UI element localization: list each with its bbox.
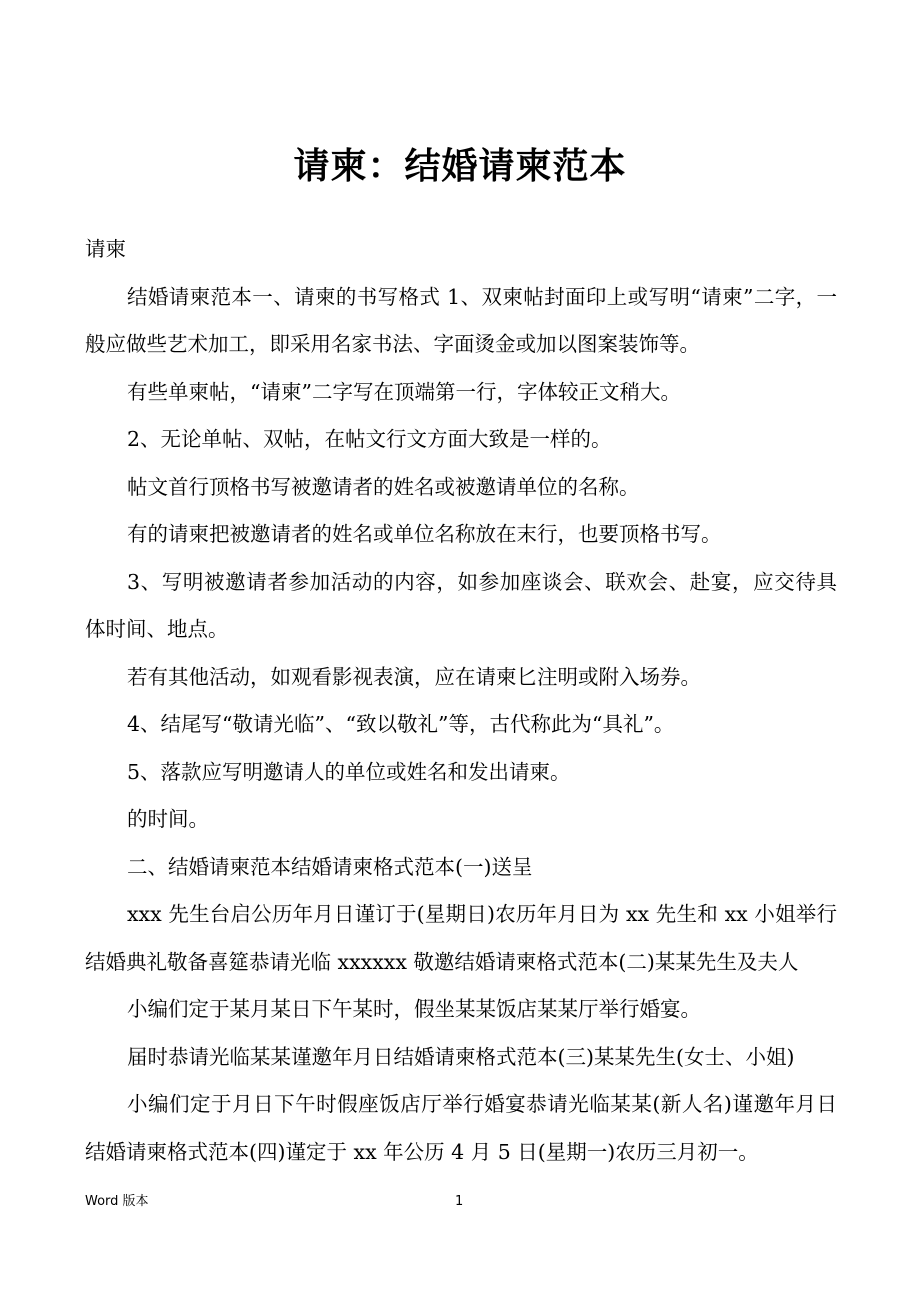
paragraph: 的时间。	[127, 807, 209, 831]
paragraph: 结婚请柬范本一、请柬的书写格式 1、双柬帖封面印上或写明“请柬”二字，一般应做些艺术加工，即采用名家书法、字面烫金或加以图案装饰等。	[85, 284, 837, 356]
paragraph: 小编们定于月日下午时假座饭店厅举行婚宴恭请光临某某(新人名)谨邀年月日结婚请柬格式范本(四)谨定于 xx 年公历 4 月 5 日(星期一)农历三月初一。	[85, 1092, 837, 1164]
paragraph: xxx 先生台启公历年月日谨订于(星期日)农历年月日为 xx 先生和 xx 小姐举行结婚典礼敬备喜筵恭请光临 xxxxxx 敬邀结婚请柬格式范本(二)某某先生及夫人	[85, 902, 837, 974]
paragraph: 3、写明被邀请者参加活动的内容，如参加座谈会、联欢会、赴宴，应交待具体时间、地点。	[85, 569, 837, 641]
paragraph: 二、结婚请柬范本结婚请柬格式范本(一)送呈	[127, 854, 533, 879]
paragraph: 2、无论单帖、双帖，在帖文行文方面大致是一样的。	[127, 427, 612, 451]
paragraph: 届时恭请光临某某谨邀年月日结婚请柬格式范本(三)某某先生(女士、小姐)	[127, 1044, 795, 1069]
page-number: 1	[455, 1194, 464, 1209]
paragraph: 帖文首行顶格书写被邀请者的姓名或被邀请单位的名称。	[127, 474, 640, 499]
paragraph-heading: 请柬	[85, 237, 126, 261]
paragraph: 小编们定于某月某日下午某时，假坐某某饭店某某厅举行婚宴。	[127, 997, 701, 1021]
paragraph: 若有其他活动，如观看影视表演，应在请柬匕注明或附入场券。	[127, 664, 701, 689]
paragraph: 4、结尾写“敬请光临”、“致以敬礼”等，古代称此为“具礼”。	[127, 712, 675, 736]
paragraph: 有些单柬帖，“请柬”二字写在顶端第一行，字体较正文稍大。	[127, 379, 681, 404]
footer-label: Word 版本	[85, 1194, 149, 1209]
paragraph: 5、落款应写明邀请人的单位或姓名和发出请柬。	[127, 759, 571, 784]
paragraph: 有的请柬把被邀请者的姓名或单位名称放在末行，也要顶格书写。	[127, 522, 722, 546]
document-title: 请柬：结婚请柬范本	[293, 145, 627, 187]
document-body	[85, 226, 837, 1176]
